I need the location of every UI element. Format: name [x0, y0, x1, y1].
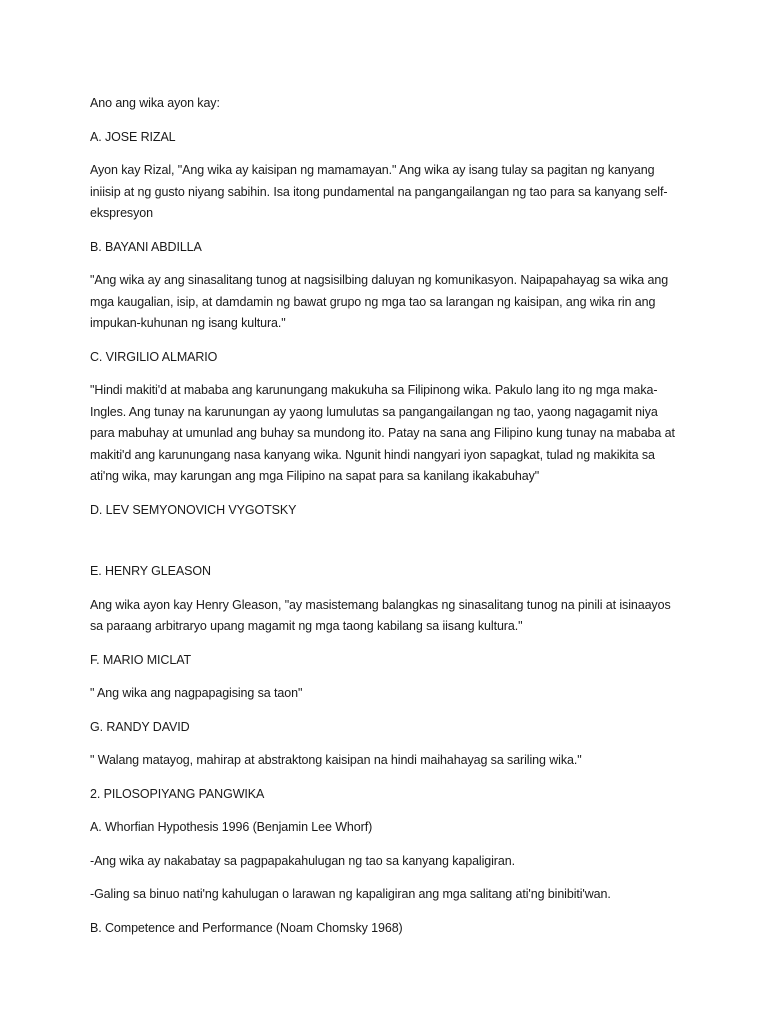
- bullet-whorf-1: -Ang wika ay nakabatay sa pagpapakahulugan ng tao sa kanyang kapaligiran.: [90, 853, 515, 868]
- heading-virgilio-almario: C. VIRGILIO ALMARIO: [90, 349, 218, 364]
- paragraph-abdilla: "Ang wika ay ang sinasalitang tunog at nagsisilbing daluyan ng komunikasyon. Naipapahayag sa wika ang mga kaugalian, isip, at damdamin ng bawat grupo ng mga tao sa larangan ng kaisipan, ang wika rin ang impukan-kuhunan ng isang kultura.": [90, 273, 669, 330]
- paragraph-rizal: Ayon kay Rizal, "Ang wika ay kaisipan ng mamamayan." Ang wika ay isang tulay sa pagitan ng kanyang iniisip at ng gusto niyang sabihin. Isa itong pundamental na pangangailangan ng tao para sa kanyang self-ekspresyon: [90, 163, 668, 220]
- heading-randy-david: G. RANDY DAVID: [90, 719, 190, 734]
- heading-mario-miclat: F. MARIO MICLAT: [90, 652, 192, 667]
- paragraph-gleason: Ang wika ayon kay Henry Gleason, "ay masistemang balangkas ng sinasalitang tunog na pinili at isinaayos sa paraang arbitraryo upang magamit ng mga taong kabilang sa iisang kultura.": [90, 597, 671, 633]
- paragraph-miclat: " Ang wika ang nagpapagising sa taon": [90, 686, 303, 700]
- heading-competence-performance: B. Competence and Performance (Noam Chomsky 1968): [90, 920, 403, 935]
- paragraph-david: " Walang matayog, mahirap at abstraktong kaisipan na hindi maihahayag sa sariling wika.": [90, 753, 582, 767]
- heading-jose-rizal: A. JOSE RIZAL: [90, 129, 176, 144]
- heading-henry-gleason: E. HENRY GLEASON: [90, 564, 211, 578]
- blank-space: [90, 533, 682, 561]
- document-page: [90, 93, 682, 951]
- heading-vygotsky: D. LEV SEMYONOVICH VYGOTSKY: [90, 502, 297, 517]
- heading-pilosopiyang-pangwika: 2. PILOSOPIYANG PANGWIKA: [90, 786, 265, 801]
- heading-bayani-abdilla: B. BAYANI ABDILLA: [90, 239, 202, 254]
- bullet-whorf-2: -Galing sa binuo nati'ng kahulugan o larawan ng kapaligiran ang mga salitang ati'ng binibiti'wan.: [90, 887, 611, 901]
- paragraph-almario: "Hindi makiti'd at mababa ang karunungang makukuha sa Filipinong wika. Pakulo lang ito ng mga maka-Ingles. Ang tunay na karunungan ay yaong lumulutas sa pangangailangan ng tao, yaong nagagamit niya para mabuhay at umunlad ang buhay sa mundong ito. Patay na sana ang Filipino kung tunay na mababa at makiti'd ang karunungang nasa kanyang wika. Ngunit hindi nangyari iyon sapagkat, tulad ng makikita sa ati'ng wika, may karungan ang mga Filipino na sapat para sa kanilang ikakabuhay": [90, 383, 675, 483]
- heading-whorfian-hypothesis: A. Whorfian Hypothesis 1996 (Benjamin Lee Whorf): [90, 820, 373, 834]
- intro-line: Ano ang wika ayon kay:: [90, 96, 220, 110]
